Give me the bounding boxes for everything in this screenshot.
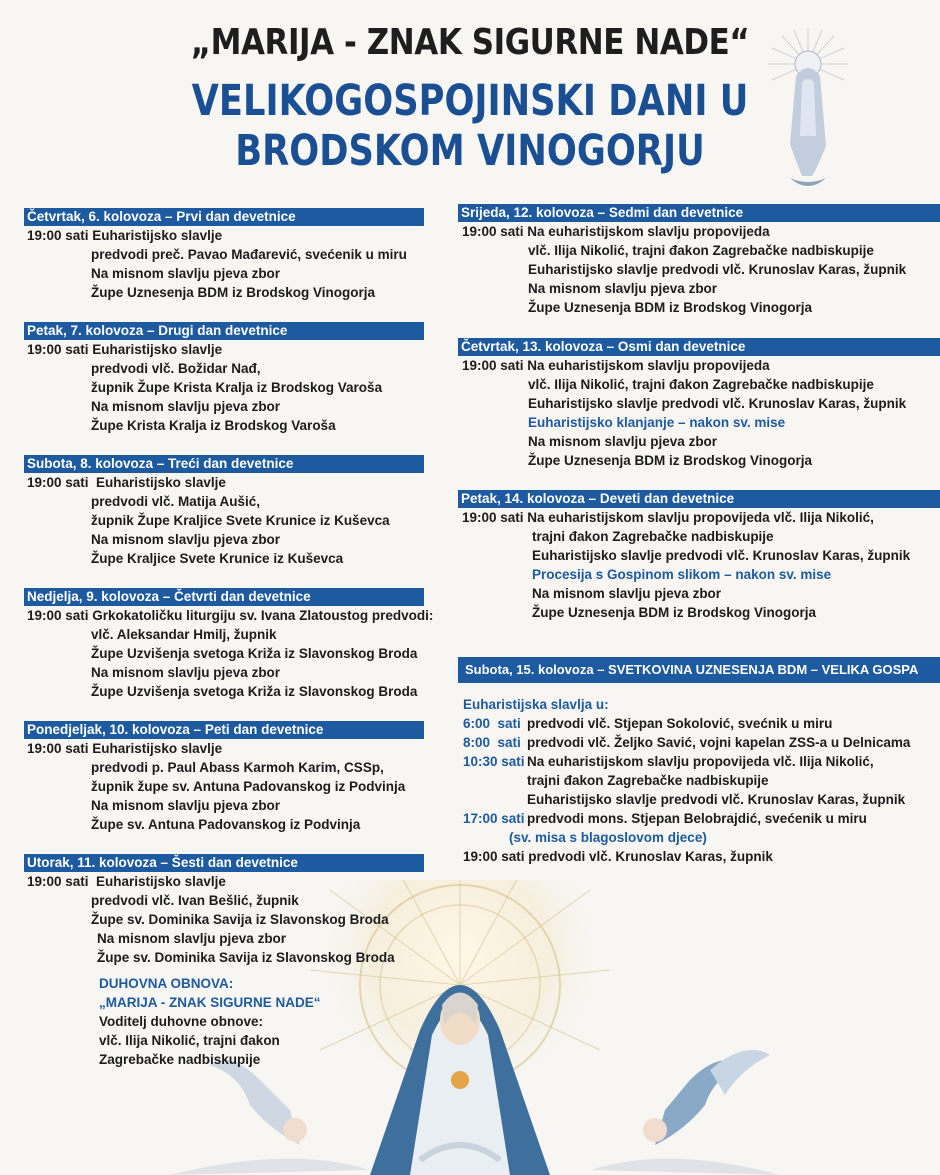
feast-mass-2-time: 8:00 sati bbox=[463, 735, 521, 750]
day-1-line-4: Župe Uznesenja BDM iz Brodskog Vinogorja bbox=[91, 285, 376, 300]
day-1-block bbox=[24, 208, 424, 302]
day-3-line-4: Na misnom slavlju pjeva zbor bbox=[91, 532, 281, 547]
day-3-heading: Subota, 8. kolovoza – Treći dan devetnice bbox=[24, 455, 424, 473]
day-7-line-3: Euharistijsko slavlje predvodi vlč. Krunoslav Karas, župnik bbox=[528, 262, 907, 277]
day-6-heading: Utorak, 11. kolovoza – Šesti dan devetnice bbox=[24, 854, 424, 872]
retreat-line-1: Voditelj duhovne obnove: bbox=[99, 1014, 263, 1029]
day-8-block bbox=[458, 338, 940, 470]
day-4-heading: Nedjelja, 9. kolovoza – Četvrti dan devetnice bbox=[24, 588, 424, 606]
day-9-line-6: Župe Uznesenja BDM iz Brodskog Vinogorja bbox=[532, 605, 817, 620]
day-2-heading: Petak, 7. kolovoza – Drugi dan devetnice bbox=[24, 322, 424, 340]
day-8-line-6: Župe Uznesenja BDM iz Brodskog Vinogorja bbox=[528, 453, 813, 468]
feast-intro: Euharistijska slavlja u: bbox=[463, 697, 609, 712]
feast-mass-6-time: 17:00 sati bbox=[463, 811, 525, 826]
subtitle-line-2: BRODSKOM VINOGORJU bbox=[235, 126, 705, 176]
feast-mass-7-text: (sv. misa s blagoslovom djece) bbox=[509, 830, 707, 845]
retreat-label: DUHOVNA OBNOVA: bbox=[99, 976, 234, 991]
feast-mass-6-text: predvodi mons. Stjepan Belobrajdić, svećenik u miru bbox=[527, 811, 867, 826]
day-3-line-1: 19:00 sati Euharistijsko slavlje bbox=[27, 475, 226, 490]
day-7-block bbox=[458, 204, 940, 317]
day-8-line-3: Euharistijsko slavlje predvodi vlč. Krunoslav Karas, župnik bbox=[528, 396, 907, 411]
feast-heading: Subota, 15. kolovoza – SVETKOVINA UZNESENJA BDM – VELIKA GOSPA bbox=[458, 657, 940, 683]
madonna-logo-icon bbox=[762, 26, 854, 191]
feast-mass-5 bbox=[463, 790, 940, 809]
feast-last: 19:00 sati predvodi vlč. Krunoslav Karas, župnik bbox=[463, 849, 773, 864]
day-6-line-1: 19:00 sati Euharistijsko slavlje bbox=[27, 874, 226, 889]
feast-block bbox=[458, 657, 940, 866]
feast-mass-1-time: 6:00 sati bbox=[463, 716, 521, 731]
retreat-title: „MARIJA - ZNAK SIGURNE NADE“ bbox=[99, 995, 321, 1010]
day-9-line-3: Euharistijsko slavlje predvodi vlč. Krunoslav Karas, župnik bbox=[532, 548, 911, 563]
day-5-line-4: Na misnom slavlju pjeva zbor bbox=[91, 798, 281, 813]
day-5-heading: Ponedjeljak, 10. kolovoza – Peti dan devetnice bbox=[24, 721, 424, 739]
day-6-line-3: Župe sv. Dominika Savija iz Slavonskog Broda bbox=[91, 912, 389, 927]
day-4-line-5: Župe Uzvišenja svetoga Križa iz Slavonskog Broda bbox=[91, 684, 418, 699]
day-6-line-4: Na misnom slavlju pjeva zbor bbox=[97, 931, 287, 946]
day-5-line-2: predvodi p. Paul Abass Karmoh Karim, CSSp, bbox=[91, 760, 384, 775]
day-3-line-5: Župe Kraljice Svete Krunice iz Kuševca bbox=[91, 551, 344, 566]
day-4-line-3: Župe Uzvišenja svetoga Križa iz Slavonskog Broda bbox=[91, 646, 418, 661]
feast-mass-2-text: predvodi vlč. Željko Savić, vojni kapelan ZSS-a u Delnicama bbox=[527, 735, 911, 750]
day-1-line-2: predvodi preč. Pavao Mađarević, svećenik u miru bbox=[91, 247, 407, 262]
poster-subtitle bbox=[85, 76, 856, 176]
retreat-block bbox=[99, 974, 419, 1069]
day-8-line-2: vlč. Ilija Nikolić, trajni đakon Zagrebačke nadbiskupije bbox=[528, 377, 874, 392]
day-7-heading: Srijeda, 12. kolovoza – Sedmi dan devetnice bbox=[458, 204, 940, 222]
day-7-line-4: Na misnom slavlju pjeva zbor bbox=[528, 281, 718, 296]
day-1-heading: Četvrtak, 6. kolovoza – Prvi dan devetnice bbox=[24, 208, 424, 226]
day-2-line-1: 19:00 sati Euharistijsko slavlje bbox=[27, 342, 223, 357]
day-8-line-4: Euharistijsko klanjanje – nakon sv. mise bbox=[528, 415, 786, 430]
day-3-block bbox=[24, 455, 424, 568]
day-8-heading: Četvrtak, 13. kolovoza – Osmi dan devetnice bbox=[458, 338, 940, 356]
day-1-line-3: Na misnom slavlju pjeva zbor bbox=[91, 266, 281, 281]
day-5-line-3: župnik župe sv. Antuna Padovanskog iz Podvinja bbox=[91, 779, 406, 794]
feast-mass-1-text: predvodi vlč. Stjepan Sokolović, svećnik u miru bbox=[527, 716, 833, 731]
day-4-block bbox=[24, 588, 434, 701]
day-4-line-4: Na misnom slavlju pjeva zbor bbox=[91, 665, 281, 680]
day-9-line-1: 19:00 sati Na euharistijskom slavlju propovijeda vlč. Ilija Nikolić, bbox=[462, 510, 874, 525]
day-8-line-1: 19:00 sati Na euharistijskom slavlju propovijeda bbox=[462, 358, 770, 373]
day-3-line-2: predvodi vlč. Matija Aušić, bbox=[91, 494, 261, 509]
day-9-heading: Petak, 14. kolovoza – Deveti dan devetnice bbox=[458, 490, 940, 508]
day-5-line-5: Župe sv. Antuna Padovanskog iz Podvinja bbox=[91, 817, 361, 832]
day-6-line-2: predvodi vlč. Ivan Bešlić, župnik bbox=[91, 893, 299, 908]
day-2-block bbox=[24, 322, 424, 435]
day-9-block bbox=[458, 490, 940, 622]
day-9-line-5: Na misnom slavlju pjeva zbor bbox=[532, 586, 722, 601]
day-6-block bbox=[24, 854, 424, 967]
day-2-line-4: Na misnom slavlju pjeva zbor bbox=[91, 399, 281, 414]
feast-mass-4 bbox=[463, 771, 940, 790]
day-4-line-2: vlč. Aleksandar Hmilj, župnik bbox=[91, 627, 277, 642]
day-7-line-1: 19:00 sati Na euharistijskom slavlju propovijeda bbox=[462, 224, 770, 239]
day-5-block bbox=[24, 721, 424, 834]
day-1-line-1: 19:00 sati Euharistijsko slavlje bbox=[27, 228, 223, 243]
feast-mass-3-time: 10:30 sati bbox=[463, 754, 525, 769]
day-2-line-3: župnik Župe Krista Kralja iz Brodskog Varoša bbox=[91, 380, 383, 395]
feast-mass-6 bbox=[463, 809, 940, 828]
retreat-line-2: vlč. Ilija Nikolić, trajni đakon bbox=[99, 1033, 280, 1048]
day-2-line-5: Župe Krista Kralja iz Brodskog Varoša bbox=[91, 418, 336, 433]
feast-mass-3 bbox=[463, 752, 940, 771]
feast-mass-5-text: Euharistijsko slavlje predvodi vlč. Krunoslav Karas, župnik bbox=[527, 792, 906, 807]
day-9-line-4: Procesija s Gospinom slikom – nakon sv. mise bbox=[532, 567, 832, 582]
day-5-line-1: 19:00 sati Euharistijsko slavlje bbox=[27, 741, 223, 756]
day-6-line-5: Župe sv. Dominika Savija iz Slavonskog Broda bbox=[97, 950, 395, 965]
day-9-line-2: trajni đakon Zagrebačke nadbiskupije bbox=[532, 529, 774, 544]
day-3-line-3: župnik Župe Kraljice Svete Krunice iz Kuševca bbox=[91, 513, 390, 528]
day-7-line-2: vlč. Ilija Nikolić, trajni đakon Zagrebačke nadbiskupije bbox=[528, 243, 874, 258]
subtitle-line-1: VELIKOGOSPOJINSKI DANI U bbox=[191, 76, 749, 126]
feast-mass-2 bbox=[463, 733, 940, 752]
poster-title: „MARIJA - ZNAK SIGURNE NADE“ bbox=[190, 22, 750, 63]
retreat-line-3: Zagrebačke nadbiskupije bbox=[99, 1052, 261, 1067]
feast-mass-1 bbox=[463, 714, 940, 733]
day-4-line-1: 19:00 sati Grkokatoličku liturgiju sv. Ivana Zlatoustog predvodi: bbox=[27, 608, 434, 623]
feast-mass-4-text: trajni đakon Zagrebačke nadbiskupije bbox=[527, 773, 769, 788]
day-2-line-2: predvodi vlč. Božidar Nađ, bbox=[91, 361, 261, 376]
feast-mass-3-text: Na euharistijskom slavlju propovijeda vlč. Ilija Nikolić, bbox=[527, 754, 874, 769]
feast-mass-7 bbox=[463, 828, 940, 847]
day-8-line-5: Na misnom slavlju pjeva zbor bbox=[528, 434, 718, 449]
day-7-line-5: Župe Uznesenja BDM iz Brodskog Vinogorja bbox=[528, 300, 813, 315]
